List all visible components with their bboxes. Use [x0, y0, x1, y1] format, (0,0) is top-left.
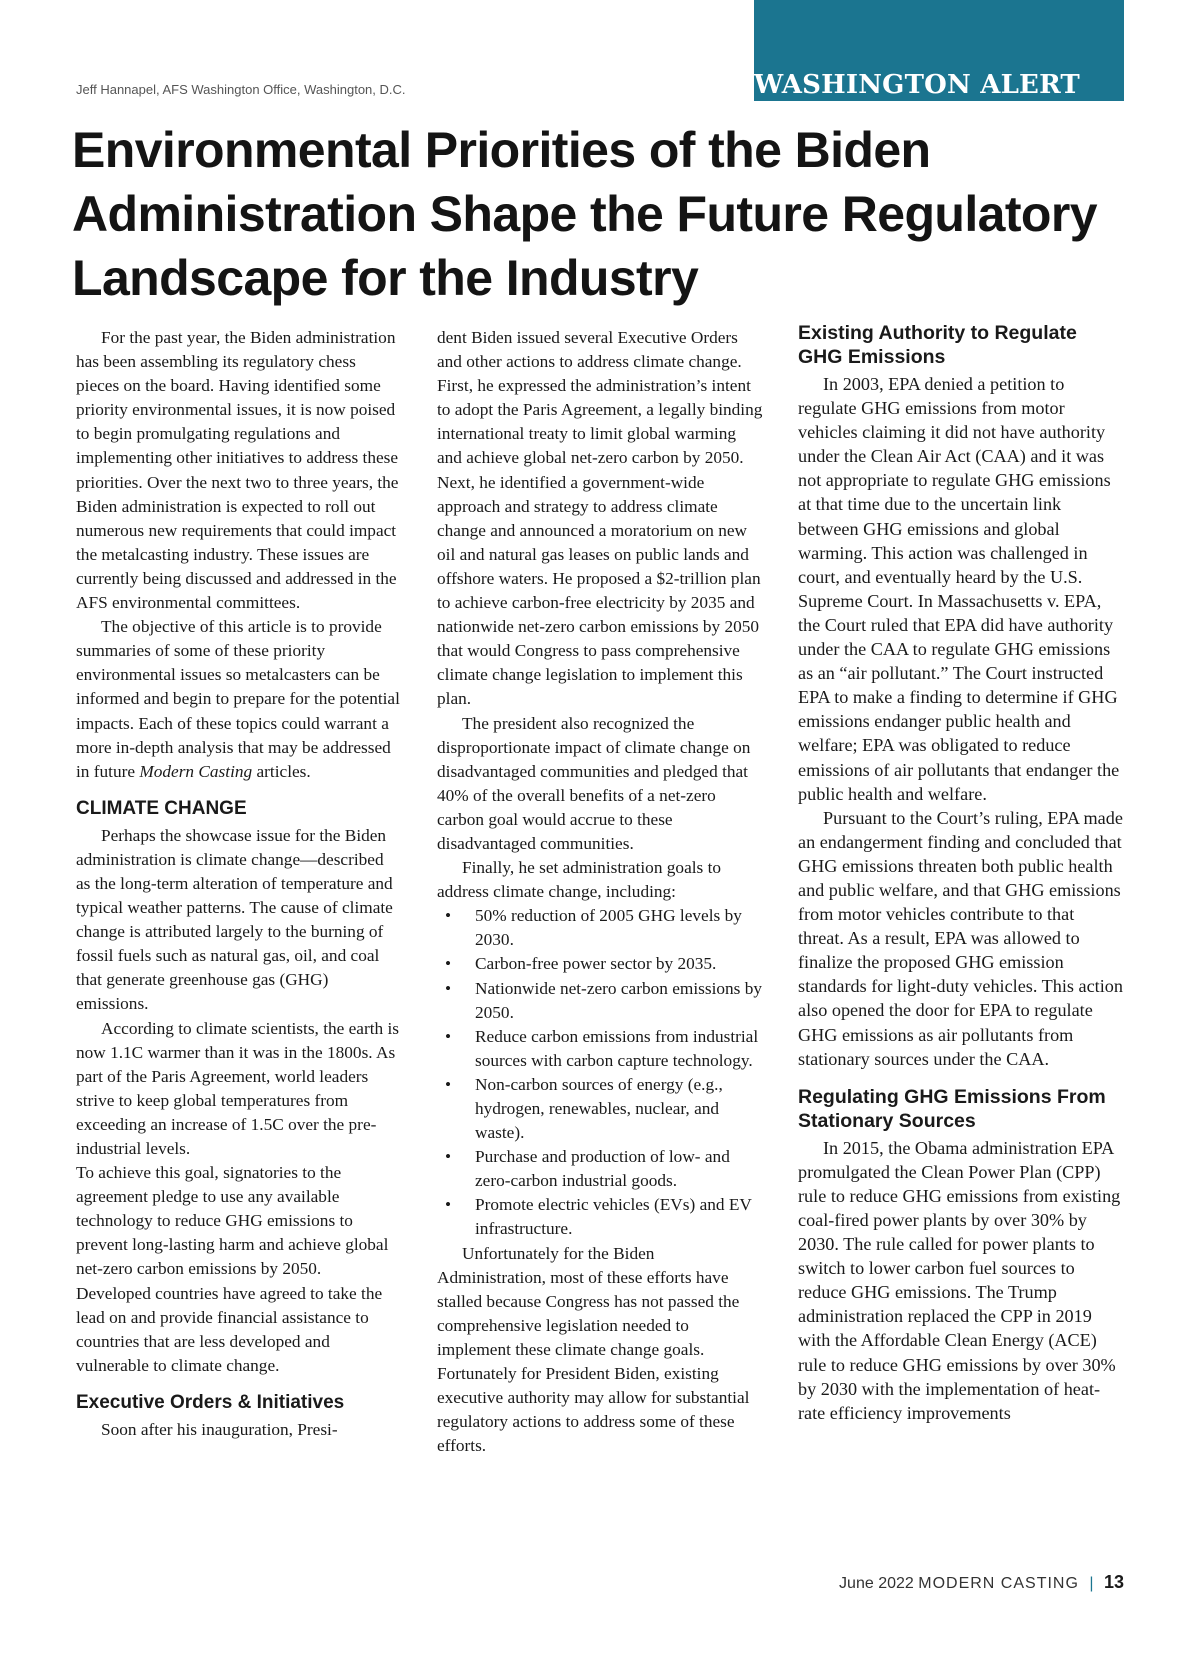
- bullet-icon: •: [445, 1195, 452, 1215]
- bullet-icon: •: [445, 978, 452, 998]
- list-item: • Promote electric vehicles (EVs) and EV infrastructure.: [445, 1195, 752, 1239]
- list-item: • Purchase and production of low- and zero-carbon industrial goods.: [445, 1147, 730, 1191]
- bullet-icon: •: [445, 1074, 452, 1094]
- bullet-icon: •: [445, 906, 452, 926]
- byline: Jeff Hannapel, AFS Washington Office, Washington, D.C.: [76, 82, 406, 97]
- page-number: 13: [1103, 1572, 1124, 1592]
- column-2: [437, 326, 763, 1458]
- section-heading-executive-orders: Executive Orders & Initiatives: [76, 1391, 345, 1413]
- paragraph: According to climate scientists, the earth is now 1.1C warmer than it was in the 1800s. As part of the Paris Agreement, world leaders strive to keep global temperatures from exceeding an increase of 1.5C over the pre-industrial levels.: [76, 1018, 400, 1158]
- magazine-name: MODERN CASTING: [918, 1575, 1079, 1592]
- list-item: • Reduce carbon emissions from industrial sources with carbon capture technology.: [445, 1026, 759, 1070]
- bullet-icon: •: [445, 1147, 452, 1167]
- paragraph: To achieve this goal, signatories to the agreement pledge to use any available technology to reduce GHG emissions to prevent long-lasting harm and achieve global net-zero carbon emissions by 2050. Developed countries have agreed to take the lead on and provide financial assistance to countries that are less developed and vulnerable to climate change.: [76, 1163, 389, 1375]
- paragraph: Unfortunately for the Biden Administration, most of these efforts have stalled because Congress has not passed the comprehensive legislation needed to implement these climate change goals. Fortunately for President Biden, existing executive authority may allow for substantial regulatory actions to address some of these efforts.: [437, 1243, 750, 1456]
- section-heading-existing-authority: Existing Authority to Regulate GHG Emissions: [798, 322, 1077, 368]
- paragraph: In 2003, EPA denied a petition to regulate GHG emissions from motor vehicles claiming it did not have authority under the Clean Air Act (CAA) and it was not appropriate to regulate GHG emissions at that time due to the uncertain link between GHG emissions and global warming. This action was challenged in court, and eventually heard by the U.S. Supreme Court. In Massachusetts v. EPA, the Court ruled that EPA did have authority under the CAA to regulate GHG emissions as an “air pollutant.” The Court instructed EPA to make a finding to determine if GHG emissions endanger public health and welfare; EPA was obligated to reduce emissions of air pollutants that endanger the public health and welfare.: [798, 374, 1120, 804]
- section-heading-climate-change: CLIMATE CHANGE: [76, 797, 247, 819]
- section-banner-label: WASHINGTON ALERT: [754, 70, 1080, 100]
- list-item: • Carbon-free power sector by 2035.: [437, 952, 763, 976]
- paragraph: dent Biden issued several Executive Orders and other actions to address climate change. First, he expressed the administration’s intent to adopt the Paris Agreement, a legally binding international treaty to limit global warming and achieve global net-zero carbon by 2050. Next, he identified a government-wide approach and strategy to address climate change and announced a moratorium on new oil and natural gas leases on public lands and offshore waters. He proposed a $2-trillion plan to achieve carbon-free electricity by 2035 and nationwide net-zero carbon emissions by 2050 that would Congress to pass comprehensive climate change legislation to implement this plan.: [437, 328, 763, 709]
- paragraph: For the past year, the Biden administration has been assembling its regulatory chess pieces on the board. Having identified some priority environmental issues, it is now poised to begin promulgating regulations and implementing other initiatives to address these priorities. Over the next two to three years, the Biden administration is expected to roll out numerous new requirements that could impact the metalcasting industry. These issues are currently being discussed and addressed in the AFS environmental committees.: [76, 328, 399, 613]
- climate-goals-list: [437, 904, 763, 1241]
- paragraph: Soon after his inauguration, Presi-: [101, 1419, 338, 1439]
- footer-separator: |: [1089, 1575, 1094, 1592]
- paragraph: Perhaps the showcase issue for the Biden administration is climate change—described as the long-term alteration of temperature and typical weather patterns. The cause of climate change is attributed largely to the burning of fossil fuels such as natural gas, oil, and coal that generate greenhouse gas (GHG) emissions.: [76, 825, 393, 1014]
- paragraph: Finally, he set administration goals to address climate change, including:: [437, 858, 722, 902]
- column-3: [798, 321, 1124, 1425]
- paragraph: The president also recognized the disproportionate impact of climate change on disadvantaged communities and pledged that 40% of the overall benefits of a net-zero carbon goal would accrue to these disadvantaged communities.: [437, 713, 751, 853]
- paragraph: Pursuant to the Court’s ruling, EPA made an endangerment finding and concluded that GHG emissions threaten both public health and public welfare, and that GHG emissions from motor vehicles contribute to that threat. As a result, EPA was allowed to finalize the proposed GHG emission standards for light-duty vehicles. This action also opened the door for EPA to regulate GHG emissions as air pollutants from stationary sources under the CAA.: [798, 807, 1123, 1069]
- paragraph: The objective of this article is to provide summaries of some of these priority environmental issues so metalcasters can be informed and begin to prepare for the potential impacts. Each of these topics could warrant a more in-depth analysis that may be addressed in future Modern Casting articles.: [76, 617, 400, 781]
- list-item: • Non-carbon sources of energy (e.g., hydrogen, renewables, nuclear, and waste).: [445, 1074, 723, 1143]
- bullet-icon: •: [445, 1026, 452, 1046]
- paragraph: In 2015, the Obama administration EPA promulgated the Clean Power Plan (CPP) rule to reduce GHG emissions from existing coal-fired power plants by over 30% by 2030. The rule called for power plants to switch to lower carbon fuel sources to reduce GHG emissions. The Trump administration replaced the CPP in 2019 with the Affordable Clean Energy (ACE) rule to reduce GHG emissions by over 30% by 2030 with the implementation of heat-rate efficiency improvements: [798, 1137, 1121, 1423]
- issue-date: June 2022: [839, 1575, 914, 1592]
- column-1: [76, 326, 400, 1442]
- publication-title: Modern Casting: [139, 761, 253, 781]
- headline: Environmental Priorities of the Biden Administration Shape the Future Regulatory Landscape for the Industry: [72, 122, 1097, 306]
- page-footer: [839, 1572, 1124, 1593]
- list-item: • 50% reduction of 2005 GHG levels by 2030.: [445, 906, 742, 950]
- bullet-icon: •: [445, 954, 452, 974]
- section-heading-stationary-sources: Regulating GHG Emissions From Stationary Sources: [798, 1085, 1106, 1132]
- list-item: • Nationwide net-zero carbon emissions by 2050.: [445, 978, 762, 1022]
